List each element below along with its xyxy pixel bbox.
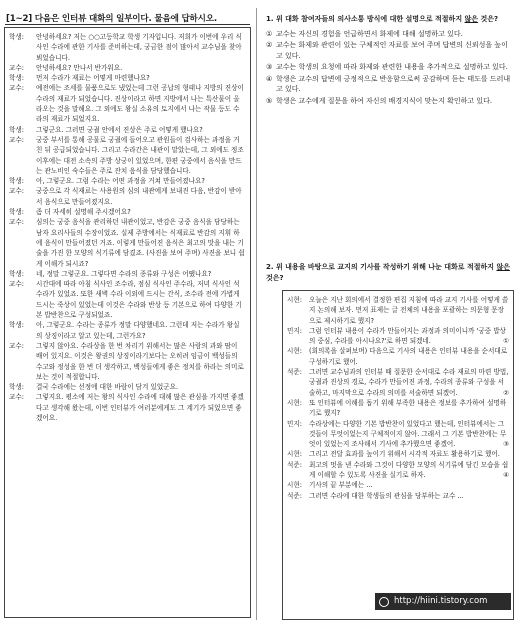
discussion-turn <box>287 295 509 326</box>
turn-text: 기사의 끝 부분에는 ... <box>309 481 373 490</box>
speaker-label: 학생: <box>9 74 24 83</box>
speaker-label: 학생: <box>9 208 24 217</box>
speaker-label: 교수: <box>9 341 24 350</box>
speaker-text <box>309 460 509 481</box>
speaker-text <box>309 295 509 326</box>
dialogue-turn <box>9 392 245 423</box>
discussion-turn <box>287 480 509 490</box>
option-number: ④ <box>266 74 273 83</box>
question-2 <box>266 262 512 283</box>
speaker-label: 교수: <box>9 393 24 402</box>
option-text: 학생은 교수에게 질문을 하여 자신의 배경지식이 맞는지 확인하고 있다. <box>276 96 493 105</box>
watermark[interactable] <box>375 593 511 610</box>
watermark-url: http://hiini.tistory.com <box>394 596 488 606</box>
question-1-options <box>266 29 512 107</box>
question-2-stem-end: 것은? <box>266 273 284 282</box>
speaker-label: 민지: <box>287 326 302 335</box>
dialogue-turn <box>9 207 245 217</box>
speaker-label: 시현: <box>287 481 302 490</box>
speaker-label: 학생: <box>9 383 24 392</box>
discussion-turn <box>287 460 509 481</box>
question-1-emphasis: 않은 <box>464 15 479 23</box>
speaker-label: 학생: <box>9 33 24 41</box>
speaker-label: 석준: <box>287 460 302 469</box>
option-number: ③ <box>266 63 273 71</box>
speaker-text <box>309 491 509 501</box>
question-1-stem <box>266 14 512 25</box>
speaker-text: 그렇지요. 평소에 저는 왕의 식사인 수라에 대해 많은 관심을 가지면 좋겠다고 생각해 왔는데, 이번 인터뷰가 여러분에게도 그 계기가 되었으면 좋겠어요. <box>36 393 244 422</box>
speaker-text: 그렇지 않아요. 수라상을 한 번 차리기 위해서는 많은 사람의 과와 땀이 배어 있지요. 이것은 왕권의 상징이라기보다는 오히려 임금이 백성들의 수고와 정성을 한 번 더 생각하고, 백성들에게 좋은 정치를 하라는 의미로 보는 것이 적절합니다. <box>36 341 244 381</box>
globe-icon <box>379 597 389 607</box>
dialogue-turn <box>9 382 245 392</box>
speaker-label: 시현: <box>287 450 302 459</box>
discussion-turn <box>287 346 509 367</box>
answer-option-5[interactable] <box>266 96 512 107</box>
speaker-text <box>309 449 509 459</box>
discussion-turn <box>287 491 509 501</box>
answer-option-2[interactable] <box>266 40 512 61</box>
discussion-turn <box>287 367 509 398</box>
question-1 <box>266 14 512 107</box>
turn-text: 그럼 인터뷰 내용이 수라가 만들어지는 과정과 의미이니까 '궁중 밥상의 중심, 수라를 아시나요?'로 하면 되겠네. <box>309 326 506 346</box>
discussion-turn <box>287 398 509 419</box>
speaker-text <box>309 398 509 419</box>
dialogue-turn <box>9 135 245 176</box>
speaker-text: 안녕하세요? 저는 ○○고등학교 학생 기자입니다. 저희가 이번에 우리 식사인 수라에 관한 기사를 준비하는데, 궁금한 점이 많아서 교수님을 찾아뵈었습니다. <box>36 33 242 62</box>
speaker-text: 안녕하세요? 만나서 반가워요. <box>36 63 123 72</box>
dialogue-turn <box>9 269 245 279</box>
question-1-stem-end: 것은? <box>478 15 499 23</box>
speaker-text: 좀 더 자세히 설명해 주시겠어요? <box>36 208 131 217</box>
speaker-label: 학생: <box>9 269 24 278</box>
dialogue-turn <box>9 341 245 382</box>
option-text: 교수는 학생의 요청에 따라 화제와 관련한 내용을 추가적으로 설명하고 있다. <box>276 63 508 71</box>
speaker-text: 먼저 수라가 재료는 어떻게 마련했나요? <box>36 74 150 83</box>
dialogue-turn <box>9 320 245 341</box>
dialogue-turn <box>9 32 245 63</box>
speaker-text: 아, 그렇군요. 수라는 종류가 정말 다양했네요. 그런데 저는 수라가 왕실의 상징이라고 알고 있는데, 그런가요? <box>36 321 240 340</box>
dialogue-turn <box>9 279 245 320</box>
speaker-label: 교수: <box>9 63 24 72</box>
dialogue-turn <box>9 217 245 268</box>
speaker-label: 시현: <box>287 347 302 356</box>
column-divider <box>256 8 257 620</box>
question-2-stem-text: 위 내용을 바탕으로 교지의 기사를 작성하기 위해 나눈 대화로 적절하지 <box>275 263 497 271</box>
speaker-label: 교수: <box>9 218 24 227</box>
question-2-number: 2. <box>266 263 274 271</box>
speaker-text <box>309 326 509 347</box>
dialogue-turn <box>9 176 245 186</box>
speaker-text <box>309 346 509 367</box>
speaker-label: 석준: <box>287 368 302 377</box>
option-marker: ④ <box>503 471 509 480</box>
speaker-label: 시현: <box>287 296 302 304</box>
dialogue-turn <box>9 83 245 124</box>
speaker-label: 민지: <box>287 419 302 428</box>
option-marker: ② <box>503 388 509 397</box>
speaker-label: 교수: <box>9 280 24 289</box>
speaker-label: 학생: <box>9 177 24 186</box>
section-header: [1~2] 다음은 인터뷰 대화의 일부이다. 물음에 답하시오. <box>6 14 217 24</box>
option-text: 교수는 자신의 경험을 언급하면서 화제에 대해 설명하고 있다. <box>276 29 463 38</box>
speaker-label: 시현: <box>287 398 302 407</box>
speaker-text: 궁중 부서를 통해 공물로 궁궐에 들어오고 관원들이 검사하는 과정을 거친 뒤 공급되었습니다. 그리고 수라간은 내관이 맡았는데, 그 외에도 정조 이후에는 대전 소속의 주방 상궁이 있었으며, 한편 궁중에서 음식을 만드는 관노비인 숙수들은 주로 잔치 음식을 담당했습니다. <box>36 135 244 175</box>
turn-text: (회의록을 살펴보며) 다음으로 기사의 내용은 인터뷰 내용을 순서대로 구성하기로 했어. <box>309 347 508 366</box>
option-text: 학생은 교수의 답변에 긍정적으로 반응함으로써 공감하며 듣는 태도를 드러내고 있다. <box>276 74 511 93</box>
speaker-label: 교수: <box>9 135 24 144</box>
speaker-text: 아, 그렇군요. 그럼 수라는 어떤 과정을 거쳐 만들어졌나요? <box>36 177 205 186</box>
speaker-text: 네, 정말 그렇군요. 그렇다면 수라의 종류와 구성은 어땠나요? <box>36 269 212 278</box>
discussion-turn <box>287 326 509 347</box>
speaker-text: 결국 수라에는 선정에 대한 바람이 담겨 있었군요. <box>36 383 179 392</box>
discussion-turn <box>287 449 509 459</box>
interview-dialogue-box <box>4 27 251 618</box>
speaker-label: 석준: <box>287 491 302 500</box>
turn-text: 오늘은 지난 회의에서 결정한 편집 지침에 따라 교지 기사를 어떻게 쓸지 논의해 보자. 먼저 표제는 글 전체의 내용을 포괄하는 의문형 문장으로 제시하기로 했지? <box>309 296 509 325</box>
speaker-text: 시간대에 따라 아침 식사인 조수라, 점심 식사인 주수라, 저녁 식사인 석수라가 있었죠. 또한 새벽 수라 이외에 드시는 간식, 조수라 전에 가볍게 드시는 죽상이 있었는데 이것은 수라와 반상 등 기본으로 하여 다양한 기본 밥반찬으로 구성되었죠. <box>36 280 242 320</box>
speaker-text: 심의는 궁중 음식을 관리하던 내관이었고, 반감은 궁중 음식을 담당하는 남자 요리사들의 수장이었죠. 실제 주방에서는 식재료로 반감의 지휘 하에 음식이 만들어졌던 거죠. 이렇게 만들어진 음식은 최고의 맛을 내는 기술을 가진 한 모양의 식기류에 담겼죠. (사진을 보여 주며) 사진을 보니 쉽게 이해가 되시죠? <box>36 218 245 268</box>
dialogue-turn <box>9 125 245 135</box>
answer-option-1[interactable] <box>266 29 512 40</box>
option-text: 교수는 화제와 관련이 있는 구체적인 자료를 보여 주며 답변의 신뢰성을 높이고 있다. <box>276 41 508 60</box>
turn-text: 그러면 교수님과의 인터뷰 때 질문한 순서대로 수라 재료의 마련 방법, 궁궐과 진상의 경로, 수라가 만들어진 과정, 수라의 종류와 구성을 서술하고, 마지막으로 수라의 의미를 서술하면 되겠어. <box>309 368 509 397</box>
dialogue-turn <box>9 73 245 83</box>
dialogue-list <box>5 28 250 425</box>
turn-text: 그리고 전달 효과를 높이기 위해서 시각적 자료도 활용하기로 했어. <box>309 450 500 459</box>
option-number: ② <box>266 41 273 49</box>
question-2-dialogue-box <box>282 290 514 620</box>
question-1-number: 1. <box>266 15 274 23</box>
speaker-text: 예전에는 조세를 물품으로도 냈었는데 그런 공납의 형태나 지방의 진상이 수라의 재료가 되었습니다. 진상이라고 하면 지방에서 나는 특산물이 올라오는 것을 말해요. 그 외에도 왕실 소유의 토지에서 나는 작물 등도 수라의 재료가 되었지요. <box>36 84 244 124</box>
speaker-label: 학생: <box>9 321 24 330</box>
question-2-stem <box>266 262 512 283</box>
speaker-label: 학생: <box>9 125 24 134</box>
question-2-emphasis: 않은 <box>496 263 510 271</box>
dialogue-turn <box>9 186 245 207</box>
discussion-turn <box>287 419 509 450</box>
speaker-text: 그렇군요. 그러면 궁궐 안에서 진상은 주로 어떻게 했나요? <box>36 125 203 134</box>
speaker-text <box>309 480 509 490</box>
option-marker: ① <box>503 337 509 346</box>
speaker-label: 교수: <box>9 84 24 93</box>
option-number: ① <box>266 29 273 38</box>
answer-option-4[interactable] <box>266 74 512 95</box>
speaker-text <box>309 419 509 450</box>
speaker-text: 궁중으로 각 식재료는 사용원의 심의 내관에게 보내진 다음, 반감이 받아서 음식으로 만들어졌지요. <box>36 187 242 206</box>
turn-text: 그러면 수라에 대한 학생들의 관심을 당부하는 교수 ... <box>309 491 464 500</box>
turn-text: 최고의 멋을 낸 수라와 그것이 다양한 모양의 식기류에 담긴 모습을 쉽게 이해할 수 있도록 사진을 실기로 하자. <box>309 460 509 480</box>
speaker-text <box>309 367 509 398</box>
question-2-dialogue-list <box>283 291 513 501</box>
answer-option-3[interactable] <box>266 62 512 73</box>
dialogue-turn <box>9 63 245 73</box>
option-marker: ③ <box>503 440 509 449</box>
turn-text: 수라상에는 다양한 기본 밥반찬이 있었다고 했는데, 인터뷰에서는 그것들이 무엇이었는지 구체적이지 않아. 그래서 그 기본 밥반찬에는 무엇이 있었는지 조사해서 기사에 추가했으면 좋겠어. <box>309 419 507 449</box>
turn-text: 또 인터뷰에 이해를 돕기 위해 부족한 내용은 정보를 추가하여 설명하기로 했지? <box>309 398 507 418</box>
option-number: ⑤ <box>266 96 273 105</box>
speaker-label: 교수: <box>9 187 24 196</box>
header-rule <box>5 24 250 25</box>
question-1-stem-text: 위 대화 참여자들의 의사소통 방식에 대한 설명으로 적절하지 <box>275 15 465 23</box>
